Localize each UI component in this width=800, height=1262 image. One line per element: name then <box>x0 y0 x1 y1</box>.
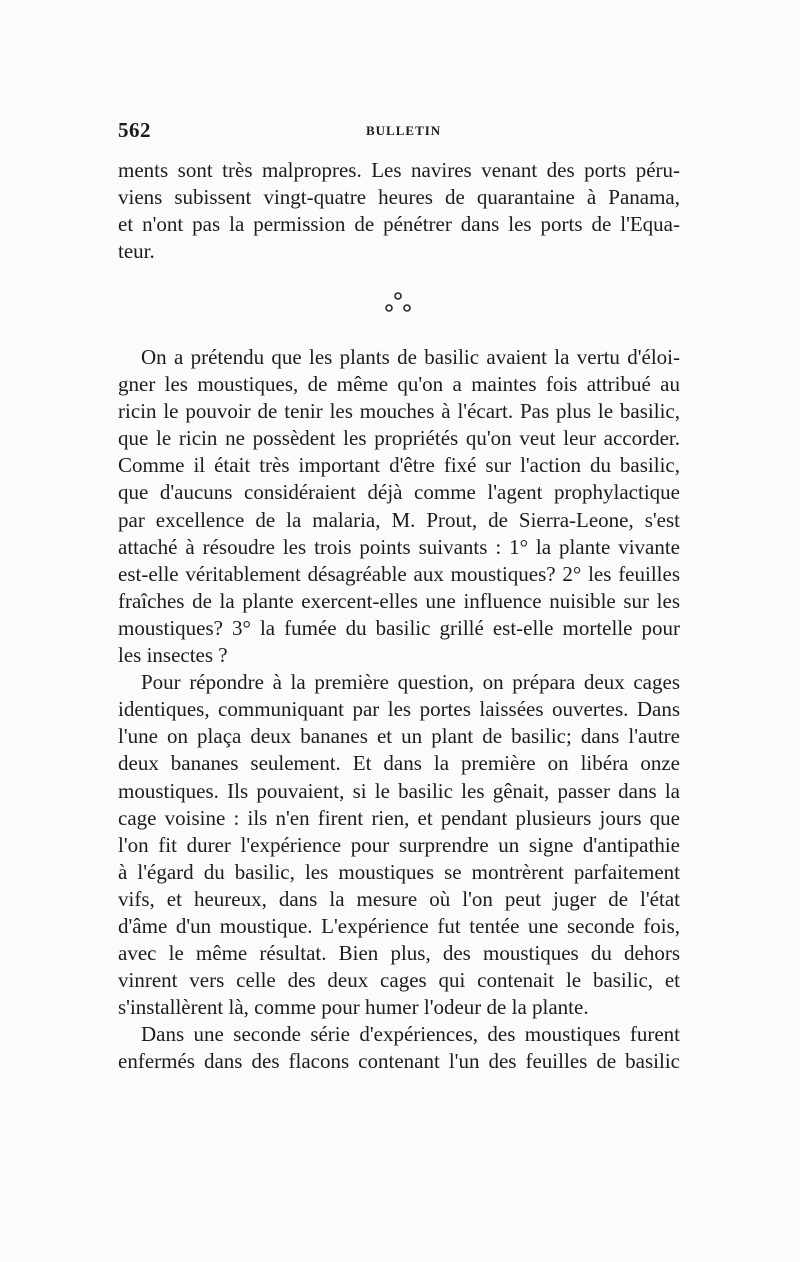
text-line: Dans une seconde série d'expériences, des moustiques furent <box>141 1022 680 1047</box>
text-line: les insectes ? <box>118 643 228 668</box>
text-line: à l'égard du basilic, les moustiques se montrèrent parfaitement <box>118 859 680 884</box>
text-line: deux bananes seulement. Et dans la première on libéra onze <box>118 751 680 776</box>
text-line: vinrent vers celle des deux cages qui contenait le basilic, et <box>118 968 680 993</box>
text-line: que le ricin ne possèdent les propriétés qu'on veut leur accorder. <box>118 426 680 451</box>
text-line: viens subissent vingt-quatre heures de quarantaine à Panama, <box>118 185 680 210</box>
text-line: l'on fit durer l'expérience pour surprendre un signe d'antipathie <box>118 832 680 857</box>
text-line: moustiques? 3° la fumée du basilic grillé est-elle mortelle pour <box>118 615 680 640</box>
text-line: teur. <box>118 239 155 264</box>
text-line: ments sont très malpropres. Les navires venant des ports péru- <box>118 158 680 182</box>
text-line: On a prétendu que les plants de basilic avaient la vertu d'éloi- <box>141 345 680 369</box>
asterism-icon <box>380 290 416 316</box>
text-line: s'installèrent là, comme pour humer l'odeur de la plante. <box>118 995 589 1020</box>
page-number: 562 <box>118 118 151 142</box>
text-line: avec le même résultat. Bien plus, des moustiques du dehors <box>118 941 680 966</box>
article-body <box>118 344 680 1076</box>
running-head: BULLETIN <box>366 123 442 138</box>
text-line: fraîches de la plante exercent-elles une influence nuisible sur les <box>118 588 680 613</box>
text-line: est-elle véritablement désagréable aux moustiques? 2° les feuilles <box>118 561 680 586</box>
text-line: vifs, et heureux, dans la mesure où l'on peut juger de l'état <box>118 886 680 911</box>
text-line: par excellence de la malaria, M. Prout, de Sierra-Leone, s'est <box>118 507 680 532</box>
text-line: attaché à résoudre les trois points suivants : 1° la plante vivante <box>118 534 680 559</box>
text-line: enfermés dans des flacons contenant l'un des feuilles de basilic <box>118 1049 680 1074</box>
text-line: que d'aucuns considéraient déjà comme l'agent prophylactique <box>118 480 680 505</box>
text-line: Pour répondre à la première question, on prépara deux cages <box>141 670 680 695</box>
page-header <box>118 118 680 146</box>
text-line: gner les moustiques, de même qu'on a maintes fois attribué au <box>118 372 680 397</box>
text-line: cage voisine : ils n'en firent rien, et pendant plusieurs jours que <box>118 805 680 830</box>
paragraph-continuation <box>118 157 680 265</box>
text-line: moustiques. Ils pouvaient, si le basilic les gênait, passer dans la <box>118 778 680 803</box>
text-line: l'une on plaça deux bananes et un plant de basilic; dans l'autre <box>118 724 680 749</box>
text-line: ricin le pouvoir de tenir les mouches à l'écart. Pas plus le basilic, <box>118 399 680 424</box>
text-line: d'âme d'un moustique. L'expérience fut tentée une seconde fois, <box>118 913 680 938</box>
text-line: et n'ont pas la permission de pénétrer dans les ports de l'Equa- <box>118 212 680 237</box>
text-line: identiques, communiquant par les portes laissées ouvertes. Dans <box>118 697 680 722</box>
text-line: Comme il était très important d'être fixé sur l'action du basilic, <box>118 453 680 478</box>
